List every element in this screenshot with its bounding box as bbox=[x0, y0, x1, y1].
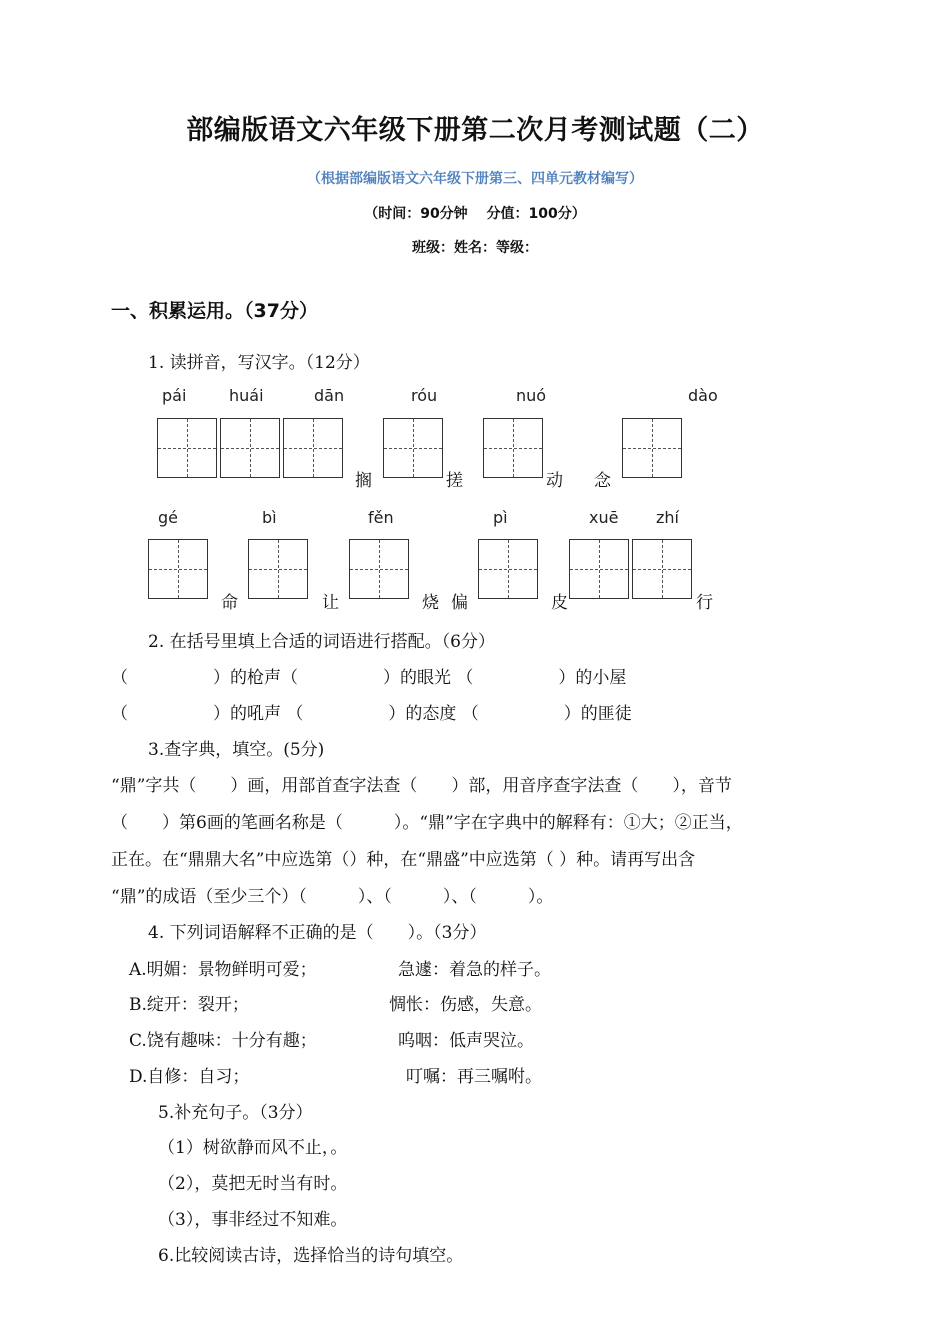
given-char: 皮 bbox=[551, 593, 568, 613]
option-b-left: B.绽开：裂开； bbox=[129, 995, 249, 1015]
pinyin: nuó bbox=[516, 386, 547, 405]
writing-box[interactable] bbox=[248, 539, 308, 599]
given-char: 行 bbox=[696, 593, 713, 613]
page-title: 部编版语文六年级下册第二次月考测试题（二） bbox=[186, 115, 764, 146]
option-c-right: 呜咽：低声哭泣。 bbox=[398, 1031, 534, 1051]
fill-line: （1）树欲静而风不止，。 bbox=[158, 1138, 348, 1158]
pinyin: pái bbox=[162, 386, 187, 405]
option-d-left: D.自修：自习； bbox=[129, 1067, 250, 1087]
pinyin: dào bbox=[688, 386, 718, 405]
given-char: 让 bbox=[322, 593, 339, 613]
question-5-prompt: 5.补充句子。（3分） bbox=[158, 1103, 313, 1123]
option-a-right: 急遽：着急的样子。 bbox=[398, 960, 551, 980]
fill-line: （ ）第6画的笔画名称是（ ）。“鼎”字在字典中的解释有：①大；②正当， bbox=[111, 813, 743, 833]
pinyin: gé bbox=[158, 508, 178, 527]
writing-box[interactable] bbox=[383, 418, 443, 478]
pinyin: zhí bbox=[656, 508, 679, 527]
given-char: 搓 bbox=[446, 471, 463, 491]
question-2-prompt: 2. 在括号里填上合适的词语进行搭配。（6分） bbox=[148, 632, 495, 652]
fill-line: 正在。在“鼎鼎大名”中应选第（）种，在“鼎盛”中应选第（ ）种。请再写出含 bbox=[111, 850, 696, 870]
pinyin: xuē bbox=[589, 508, 619, 527]
fill-line: （3），事非经过不知难。 bbox=[158, 1210, 348, 1230]
fill-line: “鼎”字共（ ）画，用部首查字法查（ ）部，用音序查字法查（ ），音节 bbox=[111, 776, 732, 796]
writing-box[interactable] bbox=[283, 418, 343, 478]
pinyin: bì bbox=[262, 508, 277, 527]
question-6-prompt: 6.比较阅读古诗，选择恰当的诗句填空。 bbox=[158, 1246, 464, 1266]
question-3-prompt: 3.查字典，填空。(5分) bbox=[148, 740, 325, 760]
writing-box[interactable] bbox=[220, 418, 280, 478]
fill-line: “鼎”的成语（至少三个）（ ）、（ ）、（ ）。 bbox=[111, 887, 554, 907]
option-c-left: C.饶有趣味：十分有趣； bbox=[129, 1031, 317, 1051]
fill-line: （ ）的吼声 （ ）的态度 （ ）的匪徒 bbox=[111, 704, 632, 724]
pinyin: fěn bbox=[368, 508, 394, 527]
question-4-prompt: 4. 下列词语解释不正确的是（ ）。（3分） bbox=[148, 923, 487, 943]
writing-box[interactable] bbox=[349, 539, 409, 599]
section-heading: 一、积累运用。（37分） bbox=[111, 300, 318, 322]
writing-box[interactable] bbox=[632, 539, 692, 599]
subtitle: （根据部编版语文六年级下册第三、四单元教材编写） bbox=[307, 171, 643, 187]
given-char: 动 bbox=[546, 471, 563, 491]
given-char: 烧 bbox=[422, 593, 439, 613]
question-1-prompt: 1. 读拼音，写汉字。（12分） bbox=[148, 353, 370, 373]
given-char: 命 bbox=[221, 593, 238, 613]
fill-line: （ ）的枪声（ ）的眼光 （ ）的小屋 bbox=[111, 668, 627, 688]
pinyin: dān bbox=[314, 386, 345, 405]
pinyin: huái bbox=[229, 386, 264, 405]
writing-box[interactable] bbox=[483, 418, 543, 478]
option-b-right: 惆怅：伤感，失意。 bbox=[389, 995, 542, 1015]
time-info: （时间：90分钟 分值：100分） bbox=[364, 206, 586, 222]
class-info: 班级：姓名：等级： bbox=[412, 240, 538, 256]
given-char: 念 bbox=[594, 471, 611, 491]
writing-box[interactable] bbox=[622, 418, 682, 478]
option-d-right: 叮嘱：再三嘱咐。 bbox=[406, 1067, 542, 1087]
pinyin: pì bbox=[493, 508, 508, 527]
pinyin: róu bbox=[411, 386, 438, 405]
writing-box[interactable] bbox=[148, 539, 208, 599]
given-char: 搁 bbox=[355, 471, 372, 491]
given-char: 偏 bbox=[451, 593, 468, 613]
option-a-left: A.明媚：景物鲜明可爱； bbox=[129, 960, 317, 980]
writing-box[interactable] bbox=[478, 539, 538, 599]
fill-line: （2），莫把无时当有时。 bbox=[158, 1174, 348, 1194]
writing-box[interactable] bbox=[569, 539, 629, 599]
writing-box[interactable] bbox=[157, 418, 217, 478]
